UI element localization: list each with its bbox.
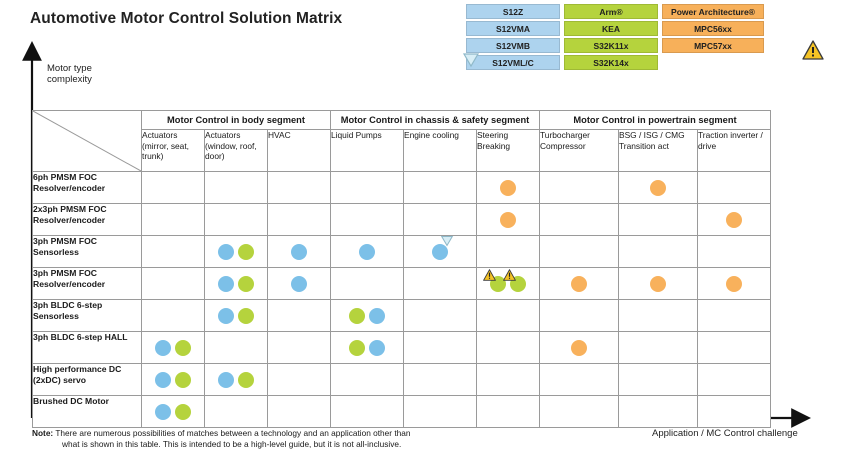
dot-blue — [155, 404, 171, 420]
cell-r6-c8[interactable] — [698, 364, 771, 396]
cell-r2-c1[interactable] — [205, 236, 268, 268]
legend-item-mpc56xx: MPC56xx — [662, 21, 764, 36]
row-header-6ph-pmsm-foc-resolver-encoder: 6ph PMSM FOC Resolver/encoder — [33, 172, 142, 204]
cell-r4-c3[interactable] — [331, 300, 404, 332]
table-row — [33, 204, 771, 236]
cell-r4-c5[interactable] — [477, 300, 540, 332]
cell-r0-c2[interactable] — [268, 172, 331, 204]
arrow-down-marker-icon — [462, 52, 480, 73]
dot-green — [238, 308, 254, 324]
cell-r5-c8[interactable] — [698, 332, 771, 364]
row-header-high-performance-dc-servo: High performance DC (2xDC) servo — [33, 364, 142, 396]
legend-column-arm — [564, 4, 658, 70]
note-line1: There are numerous possibilities of matches between a technology and an application other than — [55, 428, 411, 438]
note-line2: what is shown in this table. This is intended to be a high-level guide, but it is not all-inclusive. — [62, 439, 402, 449]
cell-r7-c5[interactable] — [477, 396, 540, 428]
legend-spacer — [662, 55, 762, 68]
row-header-3ph-pmsm-foc-sensorless: 3ph PMSM FOC Sensorless — [33, 236, 142, 268]
cell-r2-c4[interactable] — [404, 236, 477, 268]
dot-green — [175, 404, 191, 420]
row-header-2x3ph-pmsm-foc-resolver-encoder: 2x3ph PMSM FOC Resolver/encoder — [33, 204, 142, 236]
cell-r7-c4[interactable] — [404, 396, 477, 428]
table-row — [33, 364, 771, 396]
legend-item-kea: KEA — [564, 21, 658, 36]
dot-green — [238, 276, 254, 292]
cell-r0-c5[interactable] — [477, 172, 540, 204]
cell-r1-c0[interactable] — [142, 204, 205, 236]
cell-r1-c2[interactable] — [268, 204, 331, 236]
cell-r0-c4[interactable] — [404, 172, 477, 204]
dot-blue — [291, 244, 307, 260]
cell-r4-c0[interactable] — [142, 300, 205, 332]
cell-r5-c6[interactable] — [540, 332, 619, 364]
table-row — [33, 396, 771, 428]
cell-r2-c2[interactable] — [268, 236, 331, 268]
table-corner-cell — [33, 111, 142, 172]
cell-r0-c6[interactable] — [540, 172, 619, 204]
column-header-liquid-pumps: Liquid Pumps — [331, 130, 404, 172]
dot-green — [349, 340, 365, 356]
dot-blue — [369, 308, 385, 324]
legend-header-s12z: S12Z — [466, 4, 560, 19]
cell-r3-c1[interactable] — [205, 268, 268, 300]
cell-r7-c0[interactable] — [142, 396, 205, 428]
legend — [466, 4, 764, 70]
cell-r5-c2[interactable] — [268, 332, 331, 364]
cell-r6-c6[interactable] — [540, 364, 619, 396]
y-axis-label-line1: Motor type — [47, 63, 92, 74]
cell-r0-c7[interactable] — [619, 172, 698, 204]
dot-blue — [155, 340, 171, 356]
legend-column-s12z — [466, 4, 560, 70]
column-header-traction-inverter-drive: Traction inverter / drive — [698, 130, 771, 172]
dot-green — [175, 372, 191, 388]
x-axis-label: Application / MC Control challenge — [652, 428, 798, 439]
cell-r3-c5[interactable] — [477, 268, 540, 300]
dot-blue — [218, 276, 234, 292]
dot-blue — [359, 244, 375, 260]
dot-orange — [571, 276, 587, 292]
row-header-3ph-pmsm-foc-resolver-encoder: 3ph PMSM FOC Resolver/encoder — [33, 268, 142, 300]
cell-r0-c3[interactable] — [331, 172, 404, 204]
cell-r3-c8[interactable] — [698, 268, 771, 300]
cell-r2-c0[interactable] — [142, 236, 205, 268]
cell-r7-c6[interactable] — [540, 396, 619, 428]
dot-orange — [571, 340, 587, 356]
table-column-header-row — [33, 130, 771, 172]
cell-r7-c3[interactable] — [331, 396, 404, 428]
cell-r4-c1[interactable] — [205, 300, 268, 332]
table-group-header-row — [33, 111, 771, 130]
cell-r3-c4[interactable] — [404, 268, 477, 300]
y-axis-label — [47, 63, 92, 85]
cell-r5-c3[interactable] — [331, 332, 404, 364]
table-row — [33, 236, 771, 268]
group-header-chassis: Motor Control in chassis & safety segment — [331, 111, 540, 130]
cell-r2-c3[interactable] — [331, 236, 404, 268]
dot-blue — [218, 244, 234, 260]
table-row — [33, 332, 771, 364]
dot-orange — [500, 180, 516, 196]
cell-r2-c8[interactable] — [698, 236, 771, 268]
column-header-turbocharger-compressor: Turbocharger Compressor — [540, 130, 619, 172]
cell-r2-c5[interactable] — [477, 236, 540, 268]
cell-r1-c4[interactable] — [404, 204, 477, 236]
cell-r7-c7[interactable] — [619, 396, 698, 428]
dot-blue — [218, 372, 234, 388]
dot-green — [175, 340, 191, 356]
cell-r1-c8[interactable] — [698, 204, 771, 236]
cell-r6-c5[interactable] — [477, 364, 540, 396]
legend-item-s12vma: S12VMA — [466, 21, 560, 36]
column-header-actuators-mirror-seat-trunk: Actuators (mirror, seat, trunk) — [142, 130, 205, 172]
cell-r6-c0[interactable] — [142, 364, 205, 396]
dot-blue — [291, 276, 307, 292]
cell-r3-c6[interactable] — [540, 268, 619, 300]
cell-r5-c5[interactable] — [477, 332, 540, 364]
cell-r6-c1[interactable] — [205, 364, 268, 396]
arrow-down-marker-icon — [440, 235, 454, 249]
table-row — [33, 300, 771, 332]
dot-orange — [650, 180, 666, 196]
dot-blue-with-arrow — [432, 244, 448, 260]
cell-r3-c0[interactable] — [142, 268, 205, 300]
cell-r1-c5[interactable] — [477, 204, 540, 236]
cell-r5-c0[interactable] — [142, 332, 205, 364]
warning-triangle-marker-icon — [503, 269, 516, 283]
cell-r6-c2[interactable] — [268, 364, 331, 396]
dot-orange — [726, 276, 742, 292]
dot-blue — [218, 308, 234, 324]
legend-header-arm: Arm® — [564, 4, 658, 19]
cell-r7-c8[interactable] — [698, 396, 771, 428]
cell-r6-c4[interactable] — [404, 364, 477, 396]
cell-r6-c7[interactable] — [619, 364, 698, 396]
legend-item-s12vmb: S12VMB — [466, 38, 560, 53]
cell-r7-c2[interactable] — [268, 396, 331, 428]
cell-r7-c1[interactable] — [205, 396, 268, 428]
legend-item-mpc57xx: MPC57xx — [662, 38, 764, 53]
cell-r1-c6[interactable] — [540, 204, 619, 236]
cell-r4-c6[interactable] — [540, 300, 619, 332]
legend-column-power-architecture — [662, 4, 764, 68]
cell-r4-c7[interactable] — [619, 300, 698, 332]
cell-r1-c1[interactable] — [205, 204, 268, 236]
cell-r0-c1[interactable] — [205, 172, 268, 204]
cell-r4-c4[interactable] — [404, 300, 477, 332]
group-header-body: Motor Control in body segment — [142, 111, 331, 130]
legend-header-power-architecture: Power Architecture® — [662, 4, 764, 19]
cell-r1-c3[interactable] — [331, 204, 404, 236]
column-header-bsg-isg-cmg: BSG / ISG / CMG Transition act — [619, 130, 698, 172]
cell-r5-c7[interactable] — [619, 332, 698, 364]
row-header-3ph-bldc-6-step-sensorless: 3ph BLDC 6-step Sensorless — [33, 300, 142, 332]
cell-r5-c1[interactable] — [205, 332, 268, 364]
column-header-steering-breaking: Steering Breaking — [477, 130, 540, 172]
dot-green — [349, 308, 365, 324]
cell-r0-c0[interactable] — [142, 172, 205, 204]
cell-r0-c8[interactable] — [698, 172, 771, 204]
cell-r2-c6[interactable] — [540, 236, 619, 268]
column-header-engine-cooling: Engine cooling — [404, 130, 477, 172]
cell-r6-c3[interactable] — [331, 364, 404, 396]
cell-r4-c8[interactable] — [698, 300, 771, 332]
row-header-3ph-bldc-6-step-hall: 3ph BLDC 6-step HALL — [33, 332, 142, 364]
legend-item-s32k14x: S32K14x — [564, 55, 658, 70]
solution-matrix-table — [32, 110, 771, 428]
dot-blue — [155, 372, 171, 388]
dot-orange — [726, 212, 742, 228]
group-header-powertrain: Motor Control in powertrain segment — [540, 111, 771, 130]
dot-green-with-warning — [510, 276, 526, 292]
cell-r5-c4[interactable] — [404, 332, 477, 364]
dot-blue — [369, 340, 385, 356]
column-header-actuators-window-roof-door: Actuators (window, roof, door) — [205, 130, 268, 172]
cell-r3-c7[interactable] — [619, 268, 698, 300]
cell-r3-c2[interactable] — [268, 268, 331, 300]
note — [32, 428, 502, 450]
page-title: Automotive Motor Control Solution Matrix — [30, 10, 343, 27]
legend-item-s32k11x: S32K11x — [564, 38, 658, 53]
note-label: Note: — [32, 428, 54, 438]
cell-r1-c7[interactable] — [619, 204, 698, 236]
dot-green — [238, 244, 254, 260]
dot-orange — [650, 276, 666, 292]
legend-item-s12vmlc: S12VML/C — [466, 55, 560, 70]
table-row — [33, 172, 771, 204]
cell-r3-c3[interactable] — [331, 268, 404, 300]
y-axis-label-line2: complexity — [47, 74, 92, 85]
table-row — [33, 268, 771, 300]
column-header-hvac: HVAC — [268, 130, 331, 172]
dot-green — [238, 372, 254, 388]
warning-triangle-marker-icon — [483, 269, 496, 283]
dot-orange — [500, 212, 516, 228]
row-header-brushed-dc-motor: Brushed DC Motor — [33, 396, 142, 428]
cell-r4-c2[interactable] — [268, 300, 331, 332]
cell-r2-c7[interactable] — [619, 236, 698, 268]
warning-triangle-marker-icon — [802, 40, 824, 65]
